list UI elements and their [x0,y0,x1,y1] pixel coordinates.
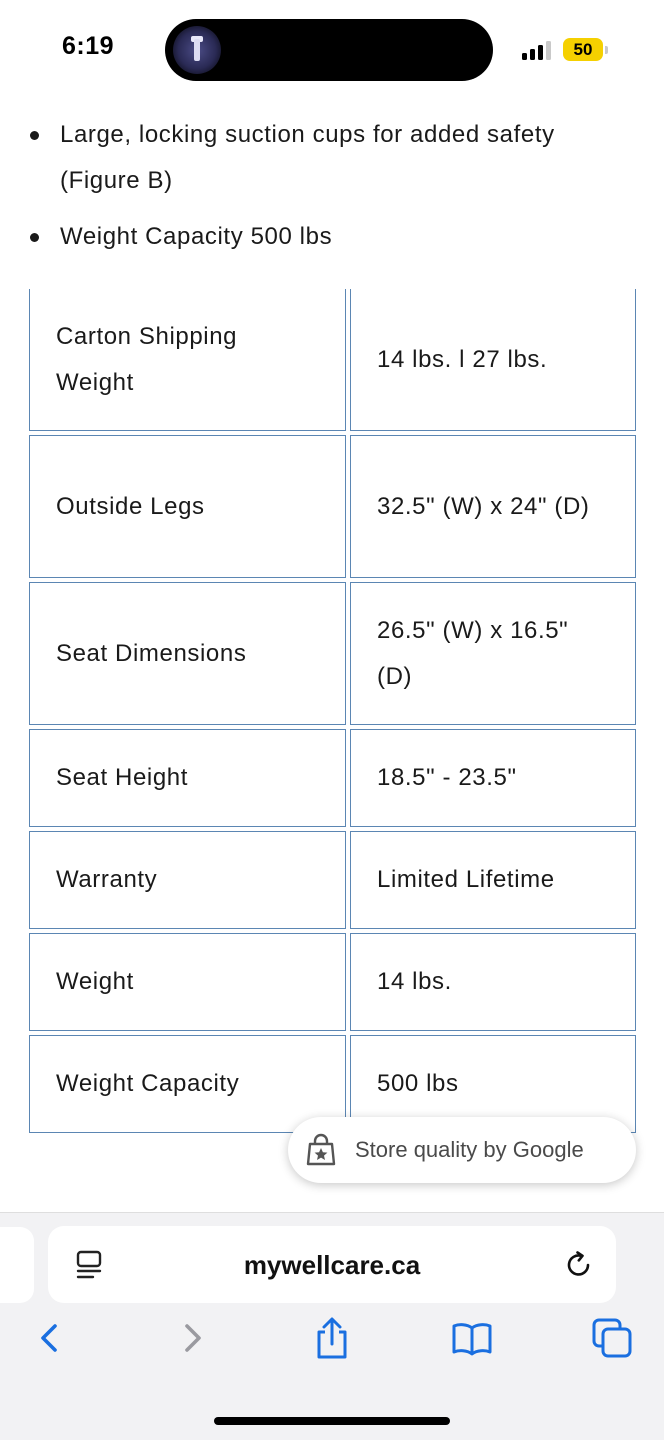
table-cell-value: 14 lbs. l 27 lbs. [350,289,636,431]
battery-nub [605,46,608,54]
table-cell-value: 14 lbs. [350,933,636,1031]
flashlight-icon [173,26,221,74]
bullet-dot [30,131,39,140]
table-cell-label: Weight Capacity [29,1035,346,1133]
table-cell-label: Outside Legs [29,435,346,578]
table-row [29,729,636,827]
feature-list [0,112,664,260]
table-cell-label: Seat Height [29,729,346,827]
table-row [29,435,636,578]
list-item [0,112,664,204]
list-item [0,214,664,260]
dynamic-island [165,19,493,81]
home-indicator[interactable] [214,1417,450,1425]
chevron-right-icon[interactable] [171,1316,215,1360]
book-icon[interactable] [450,1316,494,1360]
address-bar[interactable] [48,1226,616,1303]
table-row [29,582,636,725]
list-item-text: Large, locking suction cups for added safety (Figure B) [60,121,555,194]
table-row [29,933,636,1031]
share-icon[interactable] [310,1316,354,1360]
table-cell-value: Limited Lifetime [350,831,636,929]
table-cell-value: 500 lbs [350,1035,636,1133]
specifications-table [29,289,636,1133]
reload-icon[interactable] [564,1250,594,1280]
shopping-bag-star-icon [304,1133,338,1167]
table-row [29,831,636,929]
store-quality-label: Store quality by Google [355,1137,584,1162]
table-cell-label: Weight [29,933,346,1031]
previous-tab-preview[interactable] [0,1227,34,1303]
table-cell-value: 26.5" (W) x 16.5" (D) [350,582,636,725]
table-cell-value: 18.5" - 23.5" [350,729,636,827]
cellular-signal-icon [522,40,556,60]
table-cell-label: Warranty [29,831,346,929]
chevron-left-icon[interactable] [27,1316,71,1360]
url-text[interactable]: mywellcare.ca [243,1250,421,1280]
store-quality-badge[interactable] [288,1117,636,1183]
table-row [29,289,636,431]
table-cell-label: Carton Shipping Weight [29,289,346,431]
status-time: 6:19 [62,32,115,60]
battery-icon: 50 [563,38,603,61]
table-cell-value: 32.5" (W) x 24" (D) [350,435,636,578]
tabs-icon[interactable] [590,1316,634,1360]
bullet-dot [30,233,39,242]
table-cell-label: Seat Dimensions [29,582,346,725]
list-item-text: Weight Capacity 500 lbs [60,223,333,250]
